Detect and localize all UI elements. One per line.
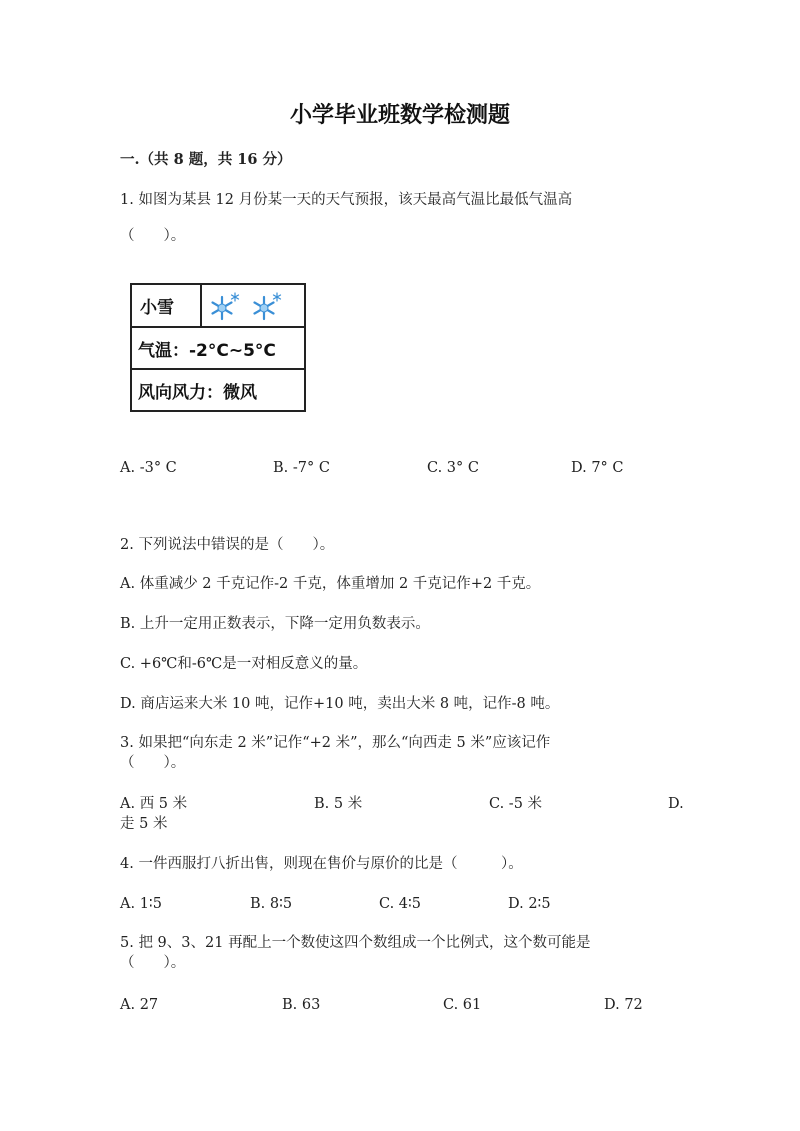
weather-forecast-card xyxy=(130,283,306,412)
q1-stem-line2: （ ）。 xyxy=(120,228,186,244)
q2-option-d[interactable]: D. 商店运来大米 10 吨，记作+10 吨，卖出大米 8 吨，记作-8 吨。 xyxy=(120,696,560,712)
q4-option-a[interactable]: A. 1∶5 xyxy=(120,896,162,912)
weather-wind: 风向风力：微风 xyxy=(138,382,257,403)
q4-option-b[interactable]: B. 8∶5 xyxy=(250,896,293,912)
page-title: 小学毕业班数学检测题 xyxy=(289,102,510,128)
q1-option-a[interactable]: A. -3° C xyxy=(120,460,177,476)
section-header: 一.（共 8 题，共 16 分） xyxy=(120,151,292,168)
card-divider xyxy=(200,285,202,326)
q5-option-a[interactable]: A. 27 xyxy=(120,997,159,1013)
q3-option-b[interactable]: B. 5 米 xyxy=(314,796,363,812)
q1-stem-line1: 1. 如图为某县 12 月份某一天的天气预报，该天最高气温比最低气温高 xyxy=(120,192,573,208)
q5-option-b[interactable]: B. 63 xyxy=(282,997,321,1013)
q2-option-b[interactable]: B. 上升一定用正数表示，下降一定用负数表示。 xyxy=(120,616,430,632)
q1-option-b[interactable]: B. -7° C xyxy=(273,460,330,476)
q5-stem-line1: 5. 把 9、3、21 再配上一个数使这四个数组成一个比例式，这个数可能是 xyxy=(120,935,591,951)
q3-option-a[interactable]: A. 西 5 米 xyxy=(120,796,188,812)
q3-stem-line2: （ ）。 xyxy=(120,755,186,771)
q4-stem: 4. 一件西服打八折出售，则现在售价与原价的比是（ ）。 xyxy=(120,856,523,872)
q3-option-d-continued: 走 5 米 xyxy=(120,816,168,832)
q1-option-c[interactable]: C. 3° C xyxy=(427,460,479,476)
q5-option-d[interactable]: D. 72 xyxy=(604,997,643,1013)
q2-option-a[interactable]: A. 体重减少 2 千克记作-2 千克，体重增加 2 千克记作+2 千克。 xyxy=(120,576,541,592)
q3-option-c[interactable]: C. -5 米 xyxy=(489,796,543,812)
q5-option-c[interactable]: C. 61 xyxy=(443,997,482,1013)
snowflake-icon xyxy=(206,291,242,323)
weather-condition: 小雪 xyxy=(140,298,174,318)
weather-row-wind xyxy=(132,370,304,410)
weather-row-temperature xyxy=(132,328,304,370)
q3-option-d[interactable]: D. xyxy=(668,796,684,812)
q2-stem: 2. 下列说法中错误的是（ ）。 xyxy=(120,537,335,553)
weather-row-condition xyxy=(132,285,304,328)
q2-option-c[interactable]: C. +6℃和-6℃是一对相反意义的量。 xyxy=(120,656,368,672)
snowflake-icon xyxy=(248,291,284,323)
q4-option-c[interactable]: C. 4∶5 xyxy=(379,896,422,912)
q5-stem-line2: （ ）。 xyxy=(120,955,186,971)
q1-option-d[interactable]: D. 7° C xyxy=(571,460,624,476)
weather-temperature: 气温：-2°C~5°C xyxy=(138,340,276,361)
q3-stem-line1: 3. 如果把“向东走 2 米”记作“+2 米”，那么“向西走 5 米”应该记作 xyxy=(120,735,551,751)
q4-option-d[interactable]: D. 2∶5 xyxy=(508,896,551,912)
